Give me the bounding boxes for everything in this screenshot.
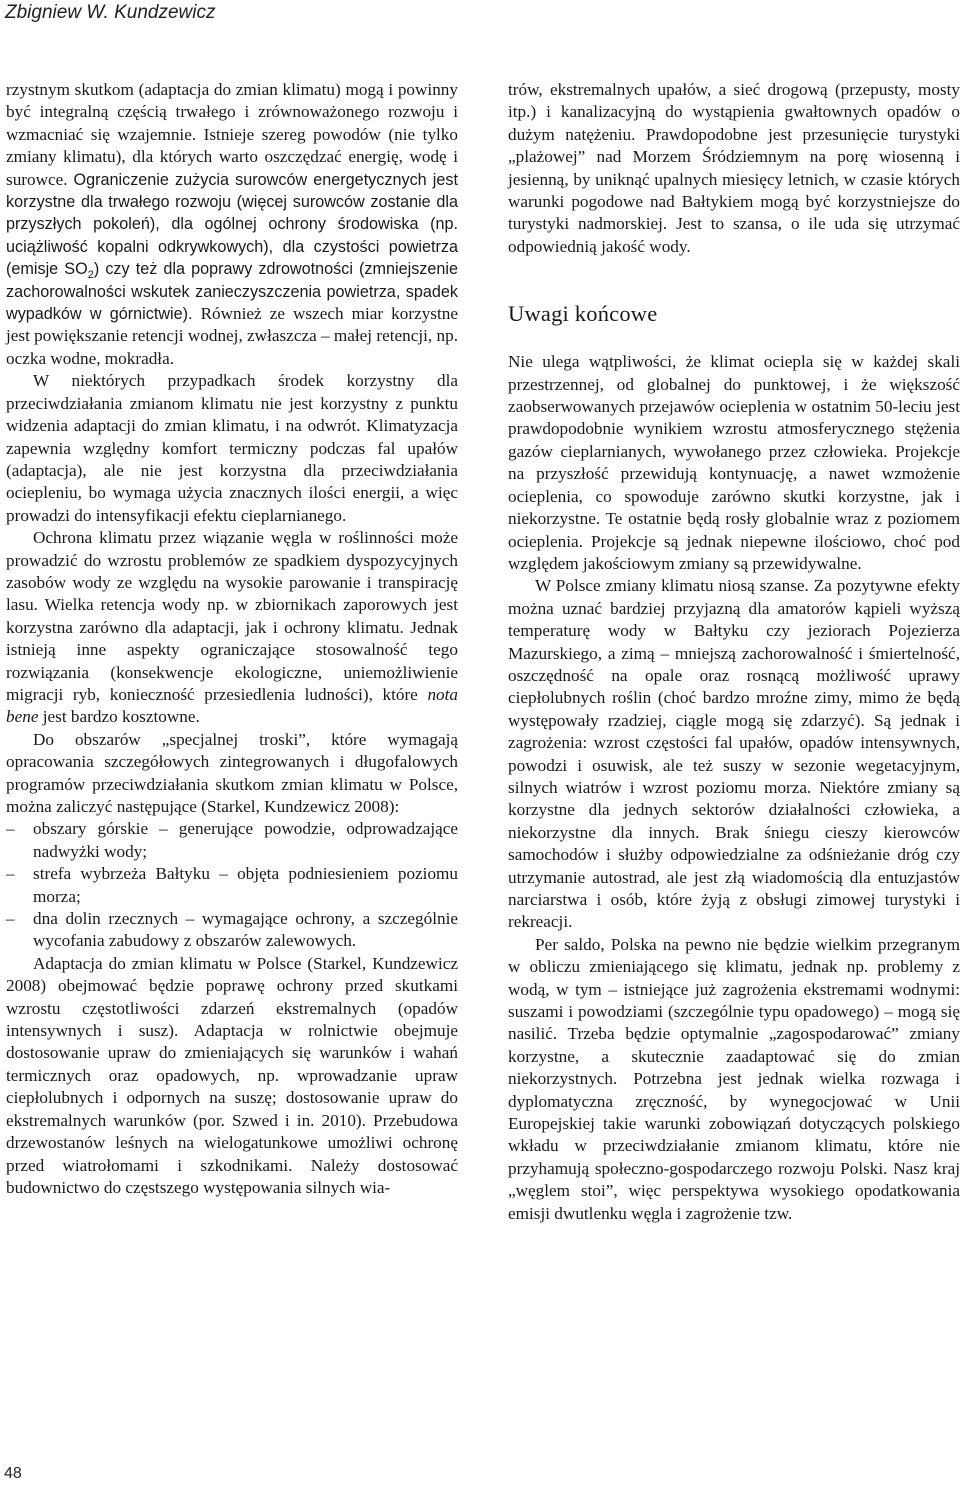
paragraph-3	[6, 527, 458, 729]
paragraph-1-end: Również ze wszech miar korzystne jest powiększanie retencji wodnej, zwłaszcza – małej retencji, np. oczka wodne, mokradła.	[6, 304, 458, 368]
paragraph-1-sans-a: Ograniczenie zużycia surowców energetycznych jest korzystne dla trwałego rozwoju (więcej surowców zostanie dla przyszłych pokoleń), dla ogólnej ochrony środowiska (np. uciążliwość kopalni odkrywkowych), dla czystości powietrza (emisje SO	[6, 170, 458, 279]
paragraph-1	[6, 79, 458, 370]
list-item: – dna dolin rzecznych – wymagające ochrony, a szczególnie wycofania zabudowy z obszarów zalewowych.	[6, 908, 458, 953]
right-paragraph-2: Nie ulega wątpliwości, że klimat ociepla się w każdej skali przestrzennej, od globalnej do punktowej, i że większość zaobserwowanych przejawów ocieplenia w ostatnim 50-leciu jest prawdopodobnie wynikiem wzrostu atmosferycznego stężenia gazów cieplarnianych, wywołanego przez człowieka. Projekcje na przyszłość przewidują kontynuację, a nawet wzmożenie ocieplenia, co spowoduje zarówno skutki korzystne, jak i niekorzystne. Te ostatnie będą rosły globalnie wraz z poziomem ocieplenia. Projekcje są jednak niepewne ilościowo, choć pod względem jakościowym zmiany są przewidywalne.	[508, 352, 960, 573]
paragraph-3-a: Ochrona klimatu przez wiązanie węgla w roślinności może prowadzić do wzrostu problemów ze spadkiem dyspozycyjnych zasobów wody ze względu na wysokie parowanie i transpirację lasu. Wielka retencja wody np. w zbiornikach zaporowych jest korzystna zarówno dla adaptacji, jak i ochrony klimatu. Jednak istnieją inne aspekty ograniczające stosowalność tego rozwiązania (konsekwencje ekologiczne, uniemożliwienie migracji ryb, konieczność przesiedlenia ludności), które	[6, 528, 458, 704]
right-paragraph-1: trów, ekstremalnych upałów, a sieć drogową (przepusty, mosty itp.) i kanalizacyjną do wystąpienia gwałtownych opadów o dużym natężeniu. Prawdopodobne jest przesunięcie turystyki „plażowej” nad Morzem Śródziemnym na porę wiosenną i jesienną, by uniknąć upalnych miesięcy letnich, w czasie których warunki pogodowe nad Bałtykiem mogą być korzystniejsze do turystyki nadmorskiej. Jest to szansa, o ile uda się utrzymać odpowiednią jakość wody.	[508, 80, 960, 256]
paragraph-2: W niektórych przypadkach środek korzystny dla przeciwdziałania zmianom klimatu nie jest korzystny z punktu widzenia adaptacji do zmian klimatu, i na odwrót. Klimatyzacja zapewnia względny komfort termiczny podczas fal upałów (adaptacja), ale nie jest korzystna dla przeciwdziałania ociepleniu, bo wymaga użycia znacznych ilości energii, a więc prowadzi do intensyfikacji efektu cieplarnianego.	[6, 371, 458, 525]
so2-subscript: 2	[87, 269, 94, 282]
list-item: – strefa wybrzeża Bałtyku – objęta podniesieniem poziomu morza;	[6, 863, 458, 908]
areas-list	[6, 818, 458, 952]
running-head-author: Zbigniew W. Kundzewicz	[5, 2, 216, 23]
paragraph-1-sans-part	[6, 171, 458, 323]
right-paragraph-3: W Polsce zmiany klimatu niosą szanse. Za pozytywne efekty można uznać bardziej przyjazną dla amatorów kąpieli wyższą temperaturę wody w Bałtyku czy jeziorach Pojezierza Mazurskiego, a zimą – mniejszą zachorowalność i śmiertelność, oszczędność na opale oraz rosnącą możliwość uprawy ciepłolubnych roślin (choć bardzo mroźne zimy, mimo że będą występowały rzadziej, ciągle mogą się zdarzyć). Są jednak i zagrożenia: wzrost częstości fal upałów, opadów intensywnych, powodzi i osuwisk, ale też suszy w sezonie wegetacyjnym, silnych wiatrów i wzrost poziomu morza. Niektóre zmiany są korzystne dla jednych sektorów działalności człowieka, a niekorzystne dla innych. Brak śniegu cieszy kierowców samochodów i służby odpowiedzialne za odśnieżanie dróg czy utrzymanie autostrad, ale jest złą wiadomością dla entuzjastów narciarstwa i osób, które żyją z obsługi zimowej turystyki i rekreacji.	[508, 576, 960, 932]
right-paragraph-4: Per saldo, Polska na pewno nie będzie wielkim przegranym w obliczu zmieniającego się klimatu, jednak np. problemy z wodą, w tym – istniejące już zagrożenia ekstremami wodnymi: suszami i powodziami (szczególnie typu opadowego) – mogą się nasilić. Trzeba będzie optymalnie „zagospodarować” zmiany korzystne, a skutecznie zaadaptować się do zmian niekorzystnych. Potrzebna jest jednak wielka rozwaga i dyplomatyczna zręczność, by wynegocjować w Unii Europejskiej takie warunki zobowiązań dotyczących polskiego wkładu w przeciwdziałanie zmianom klimatu, które nie przyhamują społeczno-gospodarczego rozwoju Polski. Nasz kraj „węglem stoi”, więc perspektywa wysokiego opodatkowania emisji dwutlenku węgla i zagrożenie tzw.	[508, 934, 960, 1223]
paragraph-3-italic: nota bene	[6, 684, 459, 727]
paragraph-4: Do obszarów „specjalnej troski”, które wymagają opracowania szczegółowych zintegrowanych i długofalowych programów przeciwdziałania skutkom zmian klimatu w Polsce, można zaliczyć następujące (Starkel, Kundzewicz 2008):	[6, 729, 458, 816]
section-heading: Uwagi końcowe	[508, 301, 658, 327]
right-column	[508, 79, 960, 1225]
paragraph-1-sans-b: ) czy też dla poprawy zdrowotności (zmniejszenie zachorowalności wskutek zanieczyszczenia powietrza, spadek wypadków w górnictwie).	[6, 260, 459, 324]
paragraph-3-b: jest bardzo kosztowne.	[42, 707, 200, 727]
paragraph-1-text: rzystnym skutkom (adaptacja do zmian klimatu) mogą i powinny być integralną częścią trwałego i zrównoważonego rozwoju i wzmacniać się wzajemnie. Istnieje szereg powodów (nie tylko zmiany klimatu), dla których warto oszczędzać energię, wodę i surowce.	[6, 80, 458, 189]
left-column	[6, 79, 458, 1199]
paragraph-5: Adaptacja do zmian klimatu w Polsce (Starkel, Kundzewicz 2008) obejmować będzie poprawę ochrony przed skutkami wzrostu częstotliwości zdarzeń ekstremalnych (opadów intensywnych i susz). Adaptacja w rolnictwie obejmuje dostosowanie upraw do zmieniających się warunków i wahań termicznych oraz opadowych, np. wprowadzanie upraw ciepłolubnych i odpornych na suszę; dostosowanie upraw do ekstremalnych warunków (por. Szwed i in. 2010). Przebudowa drzewostanów leśnych na wielogatunkowe umożliwi ochronę przed wiatrołomami i szkodnikami. Należy dostosować budownictwo do częstszego występowania silnych wia-	[6, 953, 458, 1197]
page-number: 48	[4, 1465, 22, 1482]
list-item: – obszary górskie – generujące powodzie, odprowadzające nadwyżki wody;	[6, 818, 458, 863]
